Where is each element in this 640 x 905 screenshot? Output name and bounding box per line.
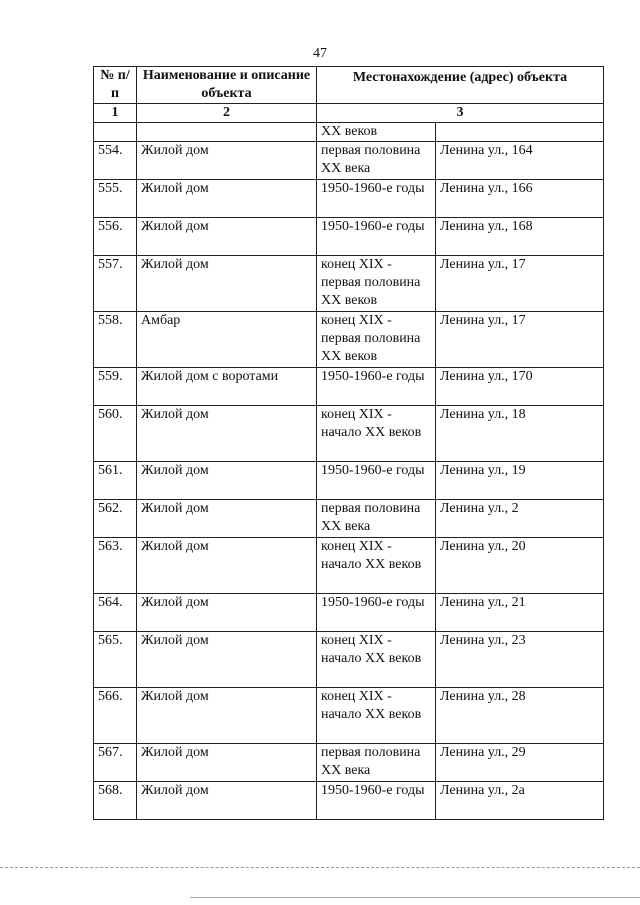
row-number: 562. [94, 500, 137, 538]
continuation-num [94, 123, 137, 142]
object-name: Жилой дом [137, 500, 317, 538]
object-address: Ленина ул., 168 [436, 218, 604, 256]
row-number: 554. [94, 142, 137, 180]
object-address: Ленина ул., 17 [436, 312, 604, 368]
object-period: конец XIX - первая половина XX веков [317, 312, 436, 368]
object-address: Ленина ул., 28 [436, 688, 604, 744]
table-row [94, 500, 604, 538]
object-name: Жилой дом [137, 594, 317, 632]
object-period: 1950-1960-е годы [317, 368, 436, 406]
row-number: 559. [94, 368, 137, 406]
object-name: Жилой дом [137, 632, 317, 688]
row-number: 561. [94, 462, 137, 500]
object-address: Ленина ул., 29 [436, 744, 604, 782]
table-row [94, 256, 604, 312]
column-index-2: 2 [137, 104, 317, 123]
continuation-row [94, 123, 604, 142]
object-address: Ленина ул., 18 [436, 406, 604, 462]
object-period: конец XIX - начало XX веков [317, 688, 436, 744]
object-period: 1950-1960-е годы [317, 180, 436, 218]
table-row [94, 688, 604, 744]
row-number: 566. [94, 688, 137, 744]
table-row [94, 218, 604, 256]
table-row [94, 406, 604, 462]
object-address: Ленина ул., 17 [436, 256, 604, 312]
table-row [94, 744, 604, 782]
object-address: Ленина ул., 23 [436, 632, 604, 688]
row-number: 568. [94, 782, 137, 820]
object-name: Жилой дом с воротами [137, 368, 317, 406]
object-address: Ленина ул., 166 [436, 180, 604, 218]
header-location: Местонахождение (адрес) объекта [317, 67, 604, 104]
header-num: № п/п [94, 67, 137, 104]
object-period: конец XIX - начало XX веков [317, 632, 436, 688]
row-number: 563. [94, 538, 137, 594]
object-name: Жилой дом [137, 218, 317, 256]
object-name: Амбар [137, 312, 317, 368]
object-name: Жилой дом [137, 744, 317, 782]
object-period: 1950-1960-е годы [317, 462, 436, 500]
row-number: 556. [94, 218, 137, 256]
object-period: конец XIX - начало XX веков [317, 538, 436, 594]
object-name: Жилой дом [137, 538, 317, 594]
continuation-period: XX веков [317, 123, 436, 142]
table-row [94, 142, 604, 180]
object-name: Жилой дом [137, 406, 317, 462]
object-name: Жилой дом [137, 180, 317, 218]
object-address: Ленина ул., 2 [436, 500, 604, 538]
continuation-name [137, 123, 317, 142]
object-period: 1950-1960-е годы [317, 218, 436, 256]
table-row [94, 594, 604, 632]
object-period: конец XIX - первая половина XX веков [317, 256, 436, 312]
row-number: 564. [94, 594, 137, 632]
column-index-3: 3 [317, 104, 604, 123]
object-name: Жилой дом [137, 142, 317, 180]
row-number: 560. [94, 406, 137, 462]
page-number: 47 [313, 46, 327, 61]
table-row [94, 538, 604, 594]
object-name: Жилой дом [137, 462, 317, 500]
object-name: Жилой дом [137, 688, 317, 744]
object-name: Жилой дом [137, 256, 317, 312]
row-number: 558. [94, 312, 137, 368]
table-row [94, 782, 604, 820]
table-row [94, 462, 604, 500]
heritage-registry-table [93, 66, 604, 820]
object-address: Ленина ул., 170 [436, 368, 604, 406]
object-name: Жилой дом [137, 782, 317, 820]
object-address: Ленина ул., 19 [436, 462, 604, 500]
column-index-1: 1 [94, 104, 137, 123]
object-period: первая половина XX века [317, 142, 436, 180]
header-name: Наименование и описание объекта [137, 67, 317, 104]
table-row [94, 312, 604, 368]
row-number: 565. [94, 632, 137, 688]
row-number: 567. [94, 744, 137, 782]
continuation-address [436, 123, 604, 142]
object-address: Ленина ул., 21 [436, 594, 604, 632]
object-period: 1950-1960-е годы [317, 782, 436, 820]
row-number: 557. [94, 256, 137, 312]
object-period: конец XIX - начало XX веков [317, 406, 436, 462]
scan-edge-line-2 [190, 897, 640, 898]
column-index-row [94, 104, 604, 123]
row-number: 555. [94, 180, 137, 218]
table-row [94, 180, 604, 218]
header-row [94, 67, 604, 104]
table-row [94, 632, 604, 688]
object-period: 1950-1960-е годы [317, 594, 436, 632]
table-row [94, 368, 604, 406]
object-address: Ленина ул., 164 [436, 142, 604, 180]
object-period: первая половина XX века [317, 500, 436, 538]
scan-edge-line [0, 867, 640, 868]
object-period: первая половина XX века [317, 744, 436, 782]
object-address: Ленина ул., 20 [436, 538, 604, 594]
object-address: Ленина ул., 2а [436, 782, 604, 820]
